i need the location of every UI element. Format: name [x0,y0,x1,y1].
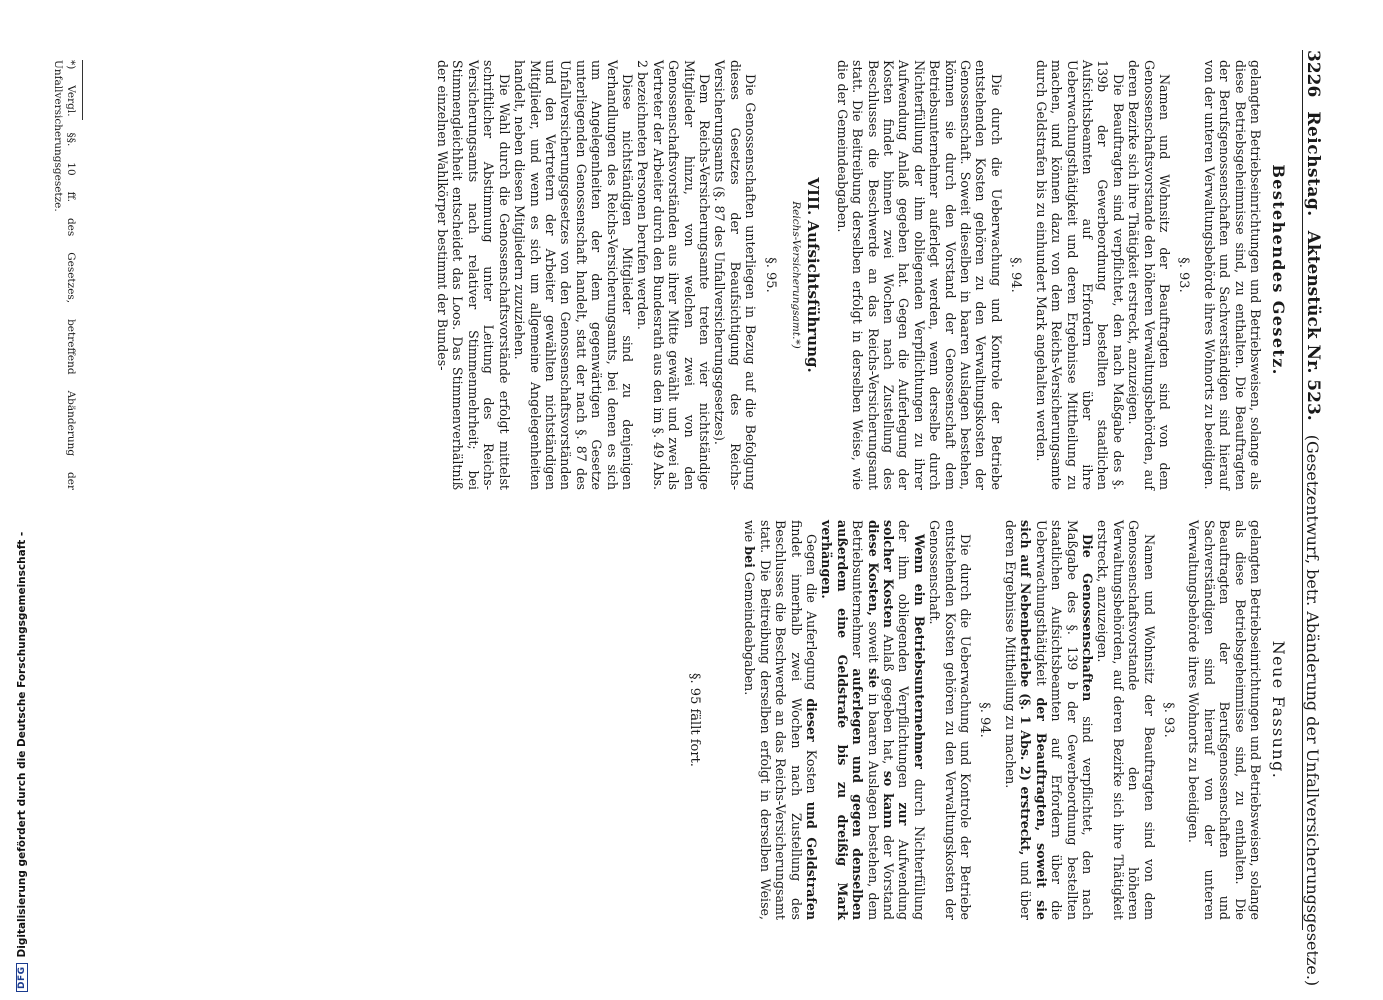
amended-text: der Beauftragten, soweit sie sich auf Nebenbetriebe (§. 1 Abs. 2) erstreckt, [1018,520,1049,920]
left-section-93-title: §. 93. [1176,257,1192,293]
right-section-93-title: §. 93. [1160,702,1176,738]
text-run: Gegen die Auferlegung [804,534,820,699]
amended-text: Wenn ein Betriebsunternehmer [911,534,927,769]
page-header [1302,50,1343,987]
footnote-divider [82,60,83,120]
text-run: findet innerhalb zwei Wochen nach Zustellung des Beschlusses die Beschwerde an das Reichs-Versicherungsamt statt. Die Beitreibung derselben erfolgt in derselben Weise, wie [742,520,804,920]
footnote: *) Vergl. §§. 10 ff. des Gesetzes, betreffend Abänderung der Unfallversicherungsgesetze. [52,60,77,490]
right-94-paragraph-2 [819,520,927,920]
left-95-paragraph-4: Die Wahl durch die Genossenschaftsvorstände erfolgt mittelst schriftlicher Abstimmung unter Leitung des Reichs-Versicherungsamts nach relativer Stimmenmehrheit; bei Stimmengleichheit entscheidet das Loos. Das Stimmenverhältniß der einzelnen Wahlkörper bestimmt der Bundes- [435,60,512,490]
text-run: in baaren Auslagen bestehen, dem Betriebsunternehmer [850,520,881,921]
left-95-paragraph-2: Dem Reichs-Versicherungsamte treten vier nichtständige Mitglieder hinzu, von welchen zwei von den Genossenschaftsvorständen aus ihrer Mitte gewählt und zwei als Vertreter der Arbeiter durch den Bundesrath aus den im §. 49 Abs. 2 bezeichneten Personen berufen werden. [635,60,712,490]
left-column-existing-law [435,60,1263,490]
chapter-subheading: Reichs-Versicherungsamt.*) [790,201,803,349]
header-title: Reichstag. [1303,111,1323,217]
left-column-heading: Bestehendes Gesetz. [1269,164,1288,376]
dfg-logo-icon: DFG [16,963,28,992]
amended-text: und Geldstrafen [804,801,820,921]
right-93-paragraph-1: Namen und Wohnsitz der Beauftragten sind von dem Genossenschaftsvorstande den höheren Verwaltungsbehörden, auf deren Bezirke sich ihre Thätigkeit erstreckt, anzuzeigen. [1095,520,1157,920]
left-intro-paragraph: gelangten Betriebseinrichtungen und Betriebsweisen, solange als diese Betriebsgeheimnisse sind, zu enthalten. Die Beauftragten der Berufsgenossenschaften und Sachverständigen sind hierauf von der unteren Verwaltungsbehörde ihres Wohnorts zu beeidigen. [1201,60,1263,490]
left-95-paragraph-3: Diese nichtständigen Mitglieder sind zu denjenigen Verhandlungen des Reichs-Versicherungsamts, bei denen es sich um Angelegenheiten der dem gegenwärtigen Gesetze unterliegenden Genossenschaft handelt, statt der nach §. 87 des Unfallversicherungsgesetzes von den Genossenschaftsvorständen und den Vertretern der Arbeiter gewählten nichtständigen Mitglieder, und wenn es sich um allgemeine Angelegenheiten handelt, neben diesen Mitgliedern zuzuziehen. [512,60,635,490]
header-subtitle: (Gesetzentwurf, betr. Abänderung der Unfallversicherungsgesetze.) [1303,434,1322,987]
text-run: der Vorstand [881,828,897,920]
amended-text: dieser [804,698,820,742]
left-93-paragraph-2: Die Beauftragten sind verpflichtet, den nach Maßgabe des §. 139b der Gewerbeordnung bestellten staatlichen Aufsichtsbeamten auf Erfordern über ihre Ueberwachungsthätigkeit und deren Ergebnisse Mittheilung zu machen, und können dazu von dem Reichs-Versicherungsamte durch Geldstrafen bis zu einhundert Mark angehalten werden. [1033,60,1126,490]
left-94-paragraph: Die durch die Ueberwachung und Kontrole der Betriebe entstehenden Kosten gehören zu den Verwaltungskosten der Genossenschaft. Soweit dieselben in baaren Auslagen bestehen, können sie durch den Vorstand der Genossenschaft dem Betriebsunternehmer auferlegt werden, wenn derselbe durch Nichterfüllung der ihm obliegenden Verpflichtungen zu ihrer Aufwendung Anlaß gegeben hat. Gegen die Auferlegung der Kosten findet binnen zwei Wochen nach Zustellung des Beschlusses die Beschwerde an das Reichs-Versicherungsamt statt. Die Beitreibung derselben erfolgt in derselben Weise, wie die der Gemeindeabgaben. [834,60,1004,490]
text-run: Kosten [804,741,820,802]
amended-text: solcher Kosten [881,520,897,628]
header-document-number: Aktenstück Nr. 523. [1303,230,1323,421]
chapter-heading: VIII. Aufsichtsführung. [804,177,823,373]
right-93-paragraph-2 [1003,520,1095,920]
page-number: 3226 [1303,50,1323,98]
amended-text: so kann [881,770,897,829]
text-run: Gemeindeabgaben. [742,567,758,696]
right-column-heading: Neue Fassung. [1269,640,1288,780]
text-run: Anlaß gegeben hat, [881,627,897,771]
text-run: und über deren Ergebnisse Mittheilung zu machen. [1002,520,1034,920]
text-run: durch Nichterfüllung der ihm obliegenden Verpflichtungen [896,520,927,920]
right-intro-paragraph: gelangten Betriebseinrichtungen und Betriebsweisen, solange als diese Betriebsgeheimnisse sind, zu enthalten. Die Beauftragten der Berufsgenossenschaften und Sachverständigen sind hierauf von der unteren Verwaltungsbehörde ihres Wohnorts zu beeidigen. [1186,520,1263,920]
left-section-94-title: §. 94. [1008,257,1024,293]
right-section-95-removed-note: §. 95 fällt fort. [687,673,702,767]
right-94-paragraph-1: Die durch die Ueberwachung und Kontrole der Betriebe entstehenden Kosten gehören zu den Verwaltungskosten der Genossenschaft. [927,520,974,920]
amended-text: auferlegen und gegen denselben außerdem eine Geldstrafe bis zu dreißig Mark verhängen. [819,520,866,920]
left-93-paragraph-1: Namen und Wohnsitz der Beauftragten sind von dem Genossenschaftsvorstande den höheren Verwaltungsbehörden, auf deren Bezirke sich ihre Thätigkeit erstreckt, anzuzeigen. [1126,60,1172,490]
text-run: soweit [865,615,881,669]
amended-text: Die Genossenschaften [1079,534,1095,702]
amended-text: sie [865,668,881,688]
digitization-notice-text: Digitalisierung gefördert durch die Deutsche Forschungsgemeinschaft - [16,531,28,958]
right-94-paragraph-3 [742,520,819,920]
amended-text: bei [742,546,758,568]
text-run: Aufwendung [896,825,912,920]
text-run: sind verpflichtet, den nach Maßgabe des §. 139 b der Gewerbeordnung bestellten staatlichen Aufsichtsbeamten auf Erfordern über die Ueberwachungsthätigkeit [1033,520,1095,921]
right-column-new-version [683,520,1263,920]
amended-text: diese Kosten, [865,520,881,616]
amended-text: zur [896,802,912,826]
left-section-95-title: §. 95. [762,257,778,293]
left-95-paragraph-1: Die Genossenschaften unterliegen in Bezug auf die Befolgung dieses Gesetzes der Beaufsichtigung des Reichs-Versicherungsamts (§. 87 des Unfallversicherungsgesetzes). [712,60,759,490]
right-section-94-title: §. 94. [977,702,993,738]
digitization-notice [0,0,28,1000]
